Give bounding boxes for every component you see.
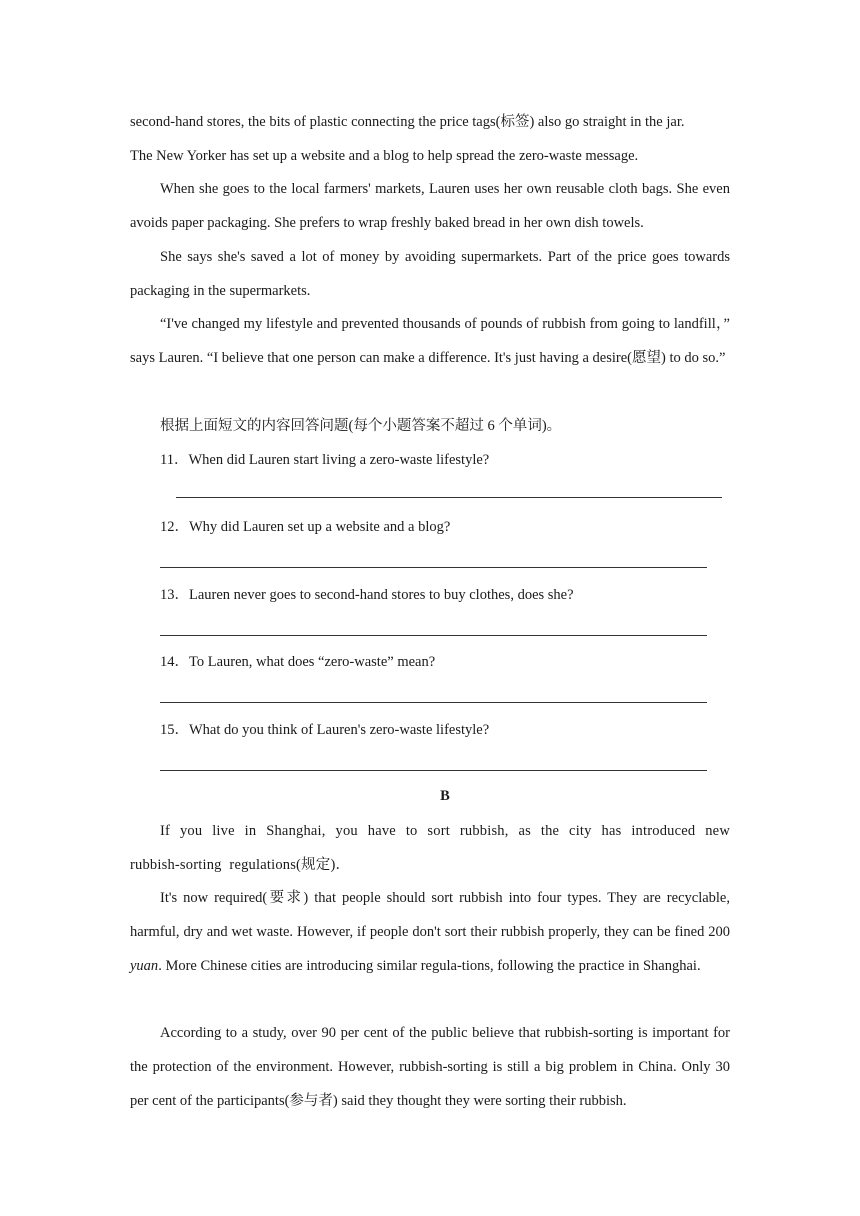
answer-line-11[interactable] xyxy=(176,497,722,498)
passage-b-p2-text: It's now required(要求) that people should sort rubbish into four types. They are recyclable, harmful, dry and wet waste. However, if people don't sort their rubbish properly, they can be fined 200 xyxy=(130,890,730,940)
question-text: Why did Lauren set up a website and a blog? xyxy=(189,519,451,535)
passage-a-paragraph-3: She says she's saved a lot of money by avoiding supermarkets. Part of the price goes towards packaging in the supermarkets. xyxy=(130,249,730,299)
question-number: 13． xyxy=(160,587,189,603)
passage-a-paragraph-2: When she goes to the local farmers' markets, Lauren uses her own reusable cloth bags. She even avoids paper packaging. She prefers to wrap freshly baked bread in her own dish towels. xyxy=(130,181,730,231)
question-12 xyxy=(160,517,450,537)
answer-line-13[interactable] xyxy=(160,635,707,636)
question-11 xyxy=(160,450,489,470)
passage-b-paragraph-3: According to a study, over 90 per cent of the public believe that rubbish-sorting is important for the protection of the environment. However, rubbish-sorting is still a big problem in China. Only 30 per cent of the participants(参与者) said they thought they were sorting their rubbish. xyxy=(130,1025,730,1109)
question-number: 15． xyxy=(160,722,189,738)
passage-a-p1-line1: second-hand stores, the bits of plastic connecting the price tags(标签) also go straight in the jar. xyxy=(130,114,685,130)
question-instruction: 根据上面短文的内容回答问题(每个小题答案不超过 6 个单词)。 xyxy=(160,418,562,434)
passage-b-paragraph-2 xyxy=(130,881,730,983)
section-heading-b: B xyxy=(440,788,450,804)
passage-a-paragraph-4: “I've changed my lifestyle and prevented thousands of pounds of rubbish from going to landfill，” says Lauren. “I believe that one person can make a difference. It's just having a desire(愿望) to do so.” xyxy=(130,316,730,366)
question-13 xyxy=(160,585,574,605)
question-text: What do you think of Lauren's zero-waste lifestyle? xyxy=(189,722,490,738)
passage-b-paragraph-1: If you live in Shanghai, you have to sort rubbish, as the city has introduced new rubbish-sorting regulations(规定)． xyxy=(130,823,730,873)
answer-line-14[interactable] xyxy=(160,702,707,703)
question-number: 11． xyxy=(160,452,189,468)
question-14 xyxy=(160,652,435,672)
passage-b-p2-text-end: . More Chinese cities are introducing similar regula-tions, following the practice in Shanghai. xyxy=(158,958,701,974)
answer-line-15[interactable] xyxy=(160,770,707,771)
question-text: To Lauren, what does “zero-waste” mean? xyxy=(189,654,436,670)
question-15 xyxy=(160,720,489,740)
question-text: Lauren never goes to second-hand stores to buy clothes, does she? xyxy=(189,587,574,603)
answer-line-12[interactable] xyxy=(160,567,707,568)
passage-a-p1-line2: The New Yorker has set up a website and a blog to help spread the zero-waste message. xyxy=(130,148,639,164)
question-number: 14． xyxy=(160,654,189,670)
question-text: When did Lauren start living a zero-waste lifestyle? xyxy=(188,452,490,468)
passage-a-paragraph-1 xyxy=(130,105,730,173)
currency-unit: yuan xyxy=(130,958,159,974)
question-number: 12． xyxy=(160,519,189,535)
